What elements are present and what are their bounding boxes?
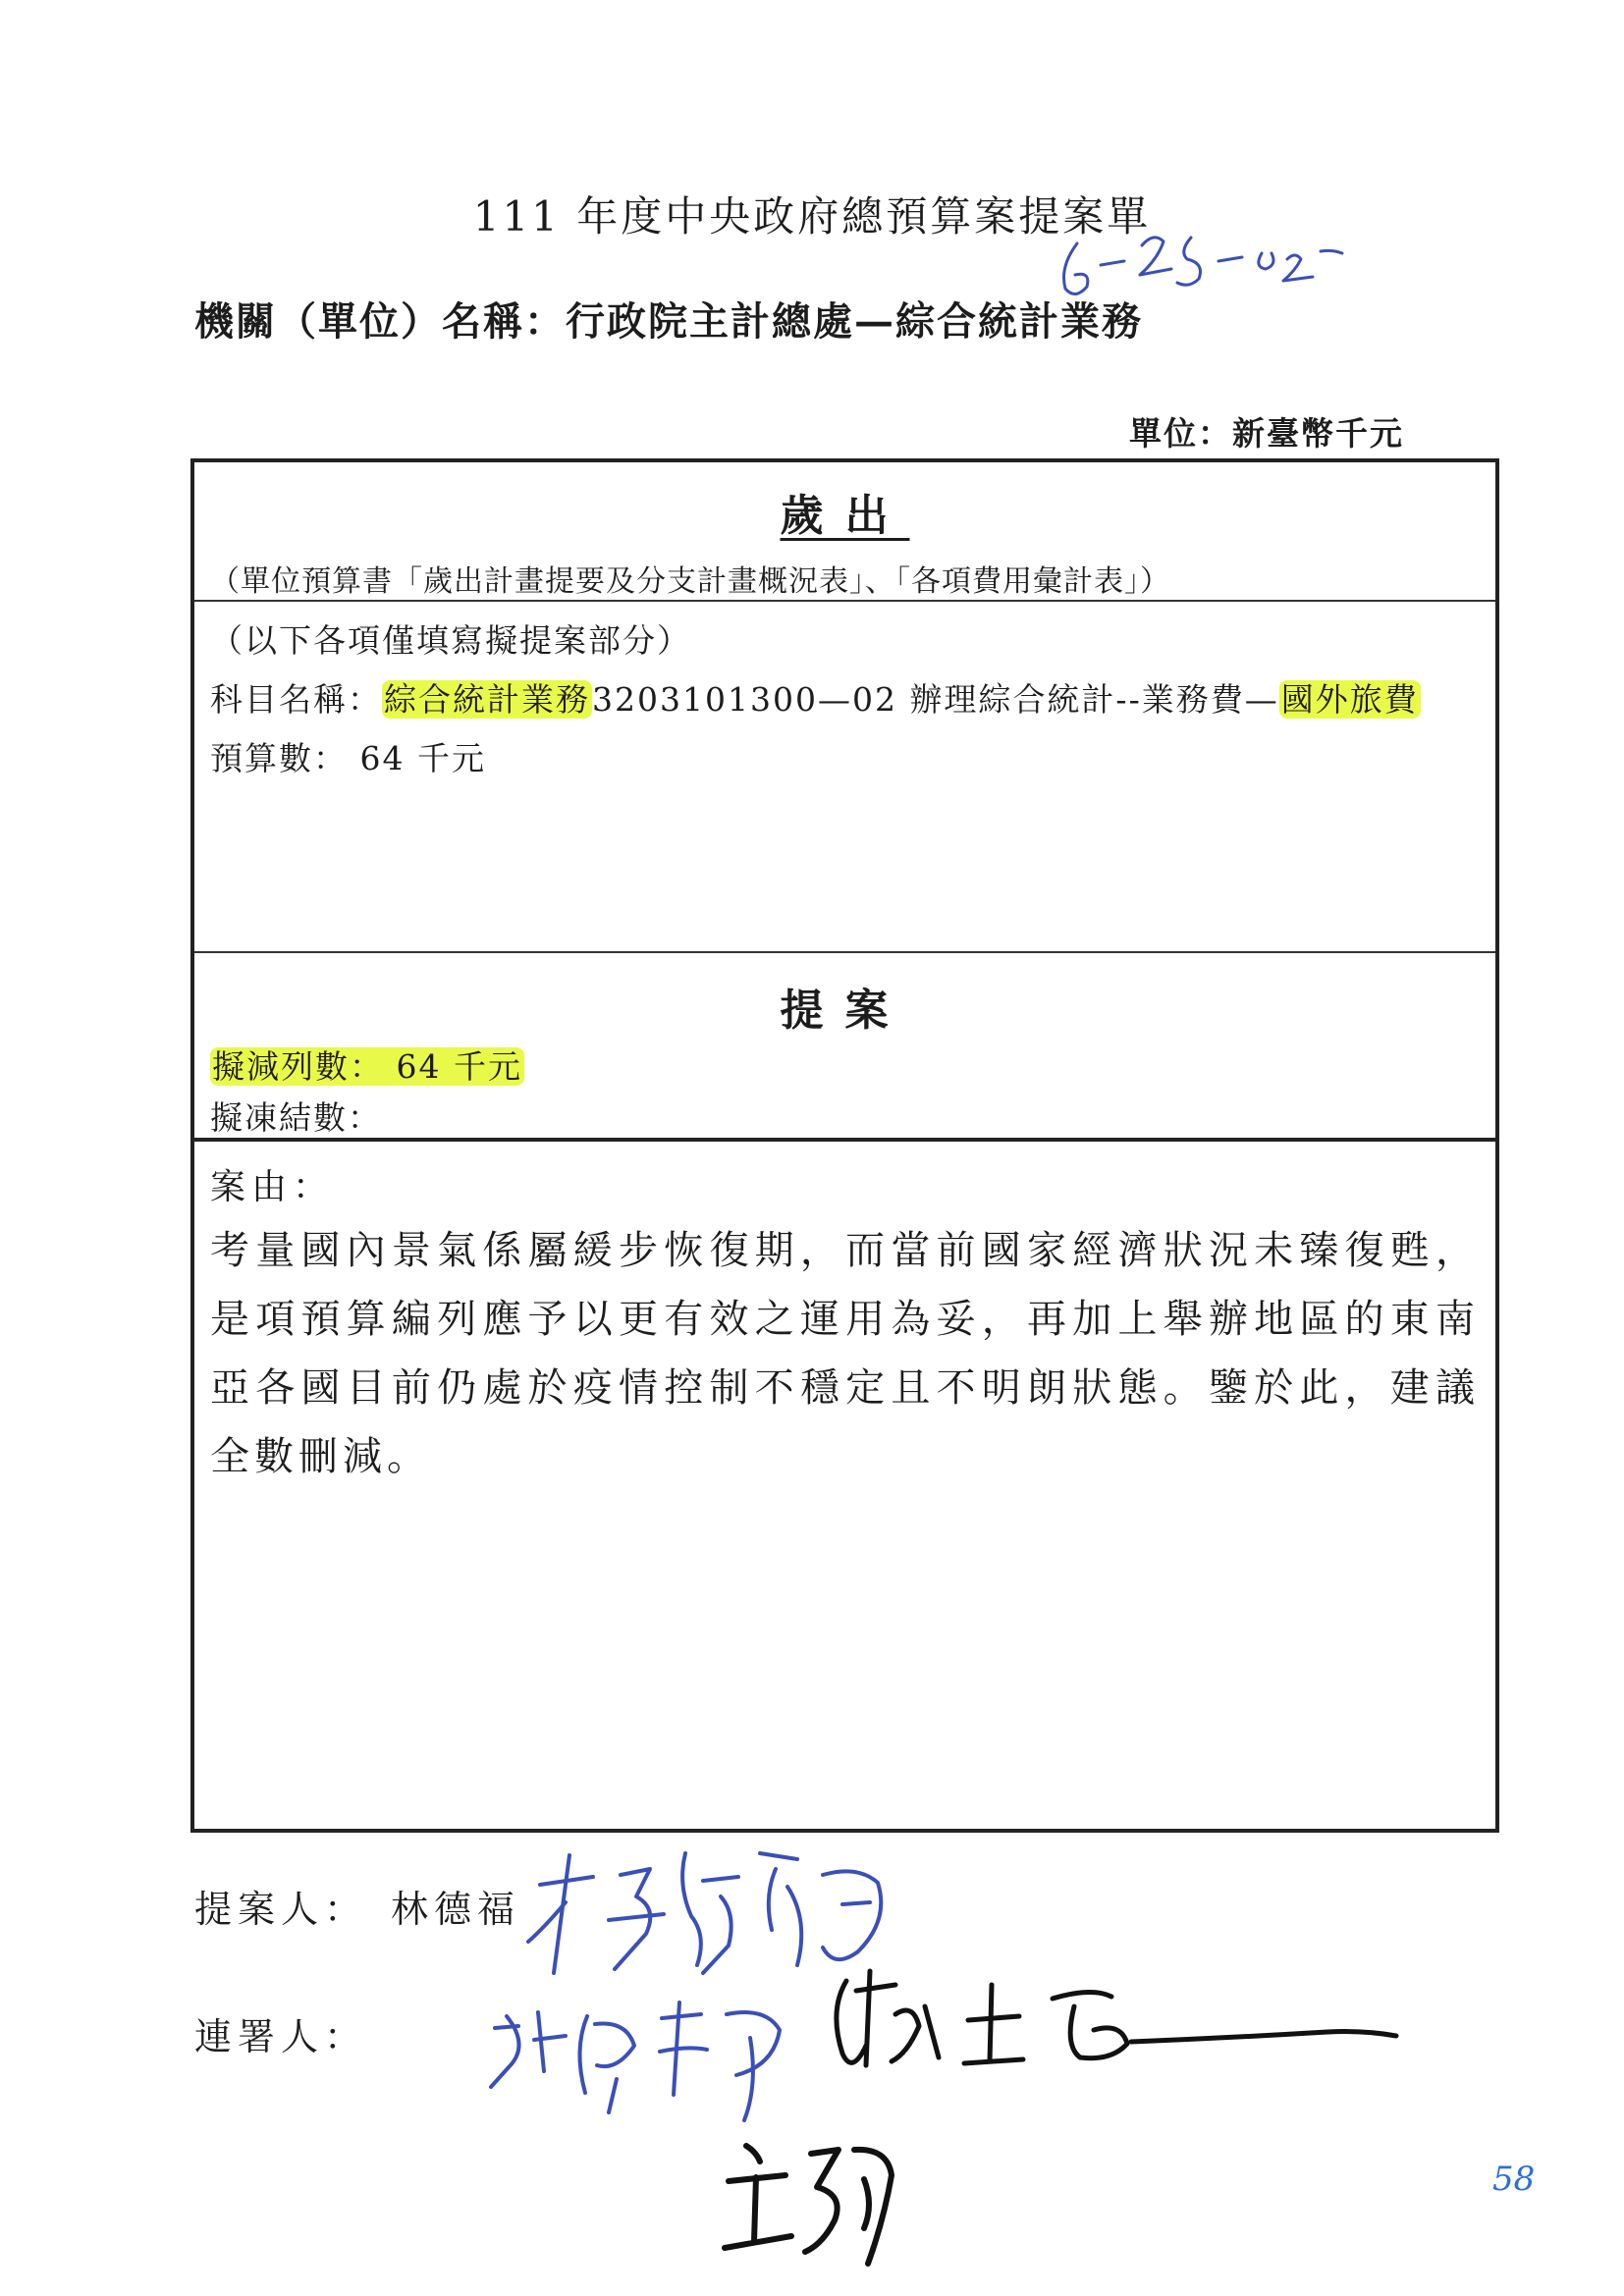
divider xyxy=(194,600,1495,602)
cosigner-black-signature xyxy=(817,1951,1406,2099)
proposer-label: 提案人： xyxy=(194,1888,368,1931)
freeze-label: 擬凍結數： xyxy=(210,1098,382,1137)
reduce-value: 64 千元 xyxy=(384,1047,522,1086)
proposer-name: 林德福 xyxy=(391,1888,521,1931)
agency-name: 行政院主計總處—綜合統計業務 xyxy=(566,298,1143,345)
unit-value: 新臺幣千元 xyxy=(1232,414,1404,453)
divider xyxy=(194,951,1495,953)
reduce-label-a: 擬 xyxy=(212,1047,246,1086)
budget-line xyxy=(210,733,486,779)
unit-line xyxy=(1129,408,1404,454)
expenditure-heading: 歲出 xyxy=(780,491,910,541)
form-title: 111 年度中央政府總預算案提案單 xyxy=(472,192,1152,240)
freeze-line xyxy=(210,1093,382,1139)
subject-item-highlight: 國外旅費 xyxy=(1280,680,1419,719)
page-number: 58 xyxy=(1492,2160,1536,2199)
unit-label: 單位： xyxy=(1129,414,1232,453)
budget-value: 64 千元 xyxy=(359,739,486,777)
cosigner-label: 連署人： xyxy=(194,2015,368,2058)
agency-label: 機關（單位）名稱： xyxy=(194,298,566,345)
subject-line xyxy=(210,674,1421,721)
agency-line xyxy=(194,291,1143,347)
reason-label: 案由： xyxy=(210,1167,335,1207)
reference-note: （單位預算書「歲出計畫提要及分支計畫概況表」、「各項費用彙計表」） xyxy=(210,564,1170,599)
proposal-form-table xyxy=(190,458,1499,1833)
reduce-line xyxy=(210,1041,524,1088)
reduce-label-b: 減列數： xyxy=(246,1047,384,1086)
subject-label: 科目名稱： xyxy=(210,680,382,719)
subject-program-highlight: 綜合統計業務 xyxy=(384,680,590,719)
instruction-note: （以下各項僅填寫擬提案部分） xyxy=(210,621,691,660)
reason-section xyxy=(194,1140,1495,1833)
handwritten-date-signature xyxy=(1056,224,1380,307)
budget-label: 預算數： xyxy=(210,739,348,777)
subject-code: 3203101300—02 辦理綜合統計--業務費— xyxy=(592,680,1279,719)
reason-text: 考量國內景氣係屬緩步恢復期，而當前國家經濟狀況未臻復甦，是項預算編列應予以更有效之運用為妥，再加上舉辦地區的東南亞各國目前仍處於疫情控制不穩定且不明朗狀態。鑒於此，建議全數刪減。 xyxy=(210,1228,1480,1479)
reduce-highlight xyxy=(210,1047,524,1086)
proposal-heading: 提案 xyxy=(780,986,910,1036)
cosigner-blue-signature xyxy=(479,1977,803,2134)
cosigner-black-signature-2 xyxy=(717,2126,903,2273)
